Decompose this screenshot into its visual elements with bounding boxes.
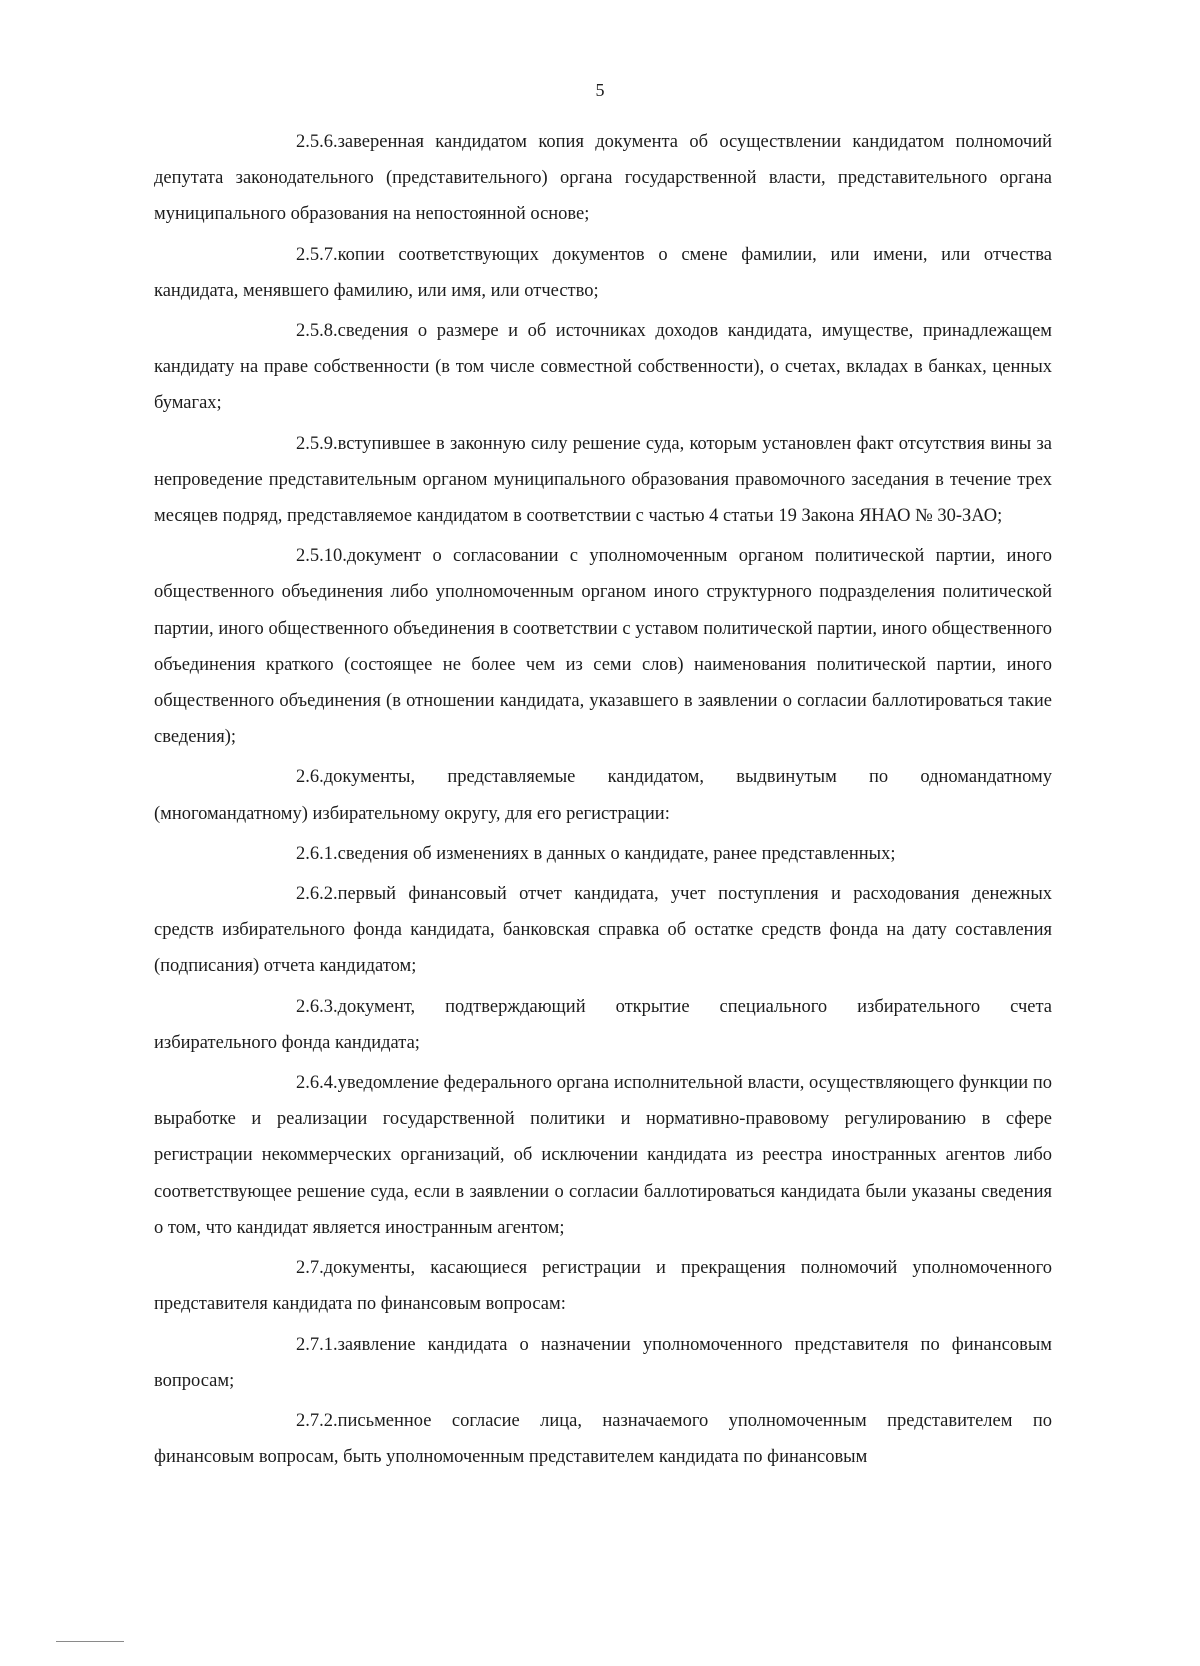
- paragraph-2-5-10: [154, 538, 1052, 755]
- clause-text: заверенная кандидатом копия документа об осуществлении кандидатом полномочий депутата законодательного (представительного) органа государственной власти, представительного органа муниципального образования на непостоянной основе;: [154, 132, 1052, 225]
- clause-text: вступившее в законную силу решение суда, которым установлен факт отсутствия вины за непроведение представительным органом муниципального образования правомочного заседания в течение трех месяцев подряд, представляемое кандидатом в соответствии с частью 4 статьи 19 Закона ЯНАО № 30-ЗАО;: [154, 433, 1052, 527]
- paragraph-2-6-4: [154, 1065, 1052, 1246]
- clause-text: сведения об изменениях в данных о кандидате, ранее представленных;: [337, 843, 896, 864]
- paragraph-2-6-1: [154, 836, 1052, 872]
- clause-number: 2.6.1.: [296, 843, 338, 864]
- clause-number: 2.5.10.: [296, 546, 347, 567]
- clause-text: сведения о размере и об источниках доходов кандидата, имуществе, принадлежащем кандидату на праве собственности (в том числе совместной собственности), о счетах, вкладах в банках, ценных бумагах;: [154, 321, 1052, 414]
- paragraph-2-7: [154, 1250, 1052, 1322]
- clause-number: 2.6.2.: [296, 884, 338, 905]
- clause-text: заявление кандидата о назначении уполномоченного представителя по финансовым вопросам;: [154, 1334, 1052, 1391]
- clause-text: письменное согласие лица, назначаемого уполномоченным представителем по финансовым вопросам, быть уполномоченным представителем кандидата по финансовым: [154, 1410, 1052, 1468]
- paragraph-2-5-9: [154, 426, 1052, 535]
- footnote-divider: [56, 1641, 124, 1642]
- clause-number: 2.5.8.: [296, 321, 338, 342]
- paragraph-2-5-6: [154, 124, 1052, 233]
- clause-text: первый финансовый отчет кандидата, учет поступления и расходования денежных средств избирательного фонда кандидата, банковская справка об остатке средств фонда на дату составления (подписания) отчета кандидатом;: [154, 884, 1052, 977]
- clause-number: 2.6.: [296, 767, 324, 788]
- clause-number: 2.5.6.: [296, 132, 338, 152]
- clause-number: 2.6.3.: [296, 996, 338, 1017]
- clause-text: уведомление федерального органа исполнительной власти, осуществляющего функции по выработке и реализации государственной политики и нормативно-правовому регулированию в сфере регистрации некоммерческих организаций, об исключении кандидата из реестра иностранных агентов либо соответствующее решение суда, если в заявлении о согласии баллотироваться кандидата были указаны сведения о том, что кандидат является иностранным агентом;: [154, 1073, 1052, 1238]
- paragraph-2-5-8: [154, 313, 1052, 422]
- clause-text: документ о согласовании с уполномоченным органом политической партии, иного общественного объединения либо уполномоченным органом иного структурного подразделения политической партии, иного общественного объединения в соответствии с уставом политической партии, иного общественного объединения краткого (состоящее не более чем из семи слов) наименования политической партии, иного общественного объединения (в отношении кандидата, указавшего в заявлении о согласии баллотироваться такие сведения);: [154, 546, 1052, 748]
- paragraph-2-5-7: [154, 237, 1052, 309]
- page-number: 5: [595, 80, 605, 100]
- paragraph-2-6-3: [154, 989, 1052, 1061]
- document-body: [154, 124, 1052, 1479]
- clause-number: 2.7.: [296, 1258, 324, 1279]
- clause-number: 2.7.2.: [296, 1410, 338, 1431]
- paragraph-2-6-2: [154, 876, 1052, 985]
- clause-number: 2.5.9.: [296, 433, 338, 454]
- clause-text: документы, касающиеся регистрации и прекращения полномочий уполномоченного представителя кандидата по финансовым вопросам:: [154, 1258, 1052, 1315]
- clause-text: документы, представляемые кандидатом, выдвинутым по одномандатному (многомандатному) избирательному округу, для его регистрации:: [154, 767, 1052, 824]
- clause-number: 2.6.4.: [296, 1073, 338, 1094]
- clause-number: 2.5.7.: [296, 244, 338, 265]
- clause-text: документ, подтверждающий открытие специального избирательного счета избирательного фонда кандидата;: [154, 996, 1052, 1053]
- clause-text: копии соответствующих документов о смене фамилии, или имени, или отчества кандидата, менявшего фамилию, или имя, или отчество;: [154, 244, 1052, 301]
- paragraph-2-7-2: [154, 1403, 1052, 1475]
- paragraph-2-6: [154, 759, 1052, 831]
- paragraph-2-7-1: [154, 1327, 1052, 1399]
- clause-number: 2.7.1.: [296, 1334, 338, 1355]
